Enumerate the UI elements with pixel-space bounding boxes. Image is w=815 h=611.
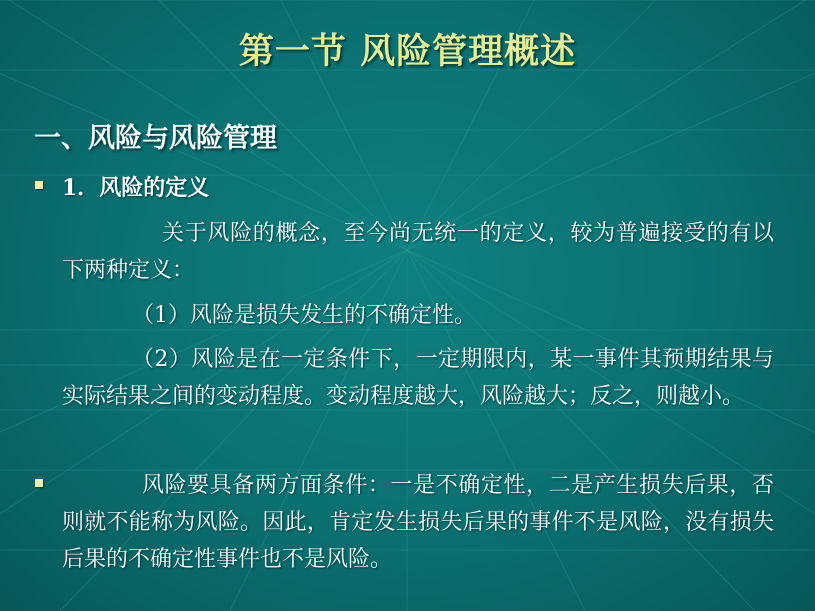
definition-1-text: （1）风险是损失发生的不确定性。 bbox=[132, 303, 476, 328]
slide-title: 第一节 风险管理概述 bbox=[238, 31, 577, 72]
section-heading: 一、风险与风险管理 bbox=[34, 123, 277, 154]
definition-2 bbox=[62, 341, 774, 415]
bullet-icon bbox=[35, 479, 43, 487]
definition-2-text: （2）风险是在一定条件下，一定期限内，某一事件其预期结果与实际结果之间的变动程度。变动程度越大，风险越大；反之，则越小。 bbox=[62, 347, 774, 409]
definition-1 bbox=[62, 297, 774, 334]
conditions-text: 风险要具备两方面条件：一是不确定性，二是产生损失后果，否则就不能称为风险。因此，肯定发生损失后果的事件不是风险，没有损失后果的不确定性事件也不是风险。 bbox=[62, 473, 774, 572]
intro-paragraph bbox=[62, 215, 774, 289]
conditions-paragraph bbox=[62, 467, 774, 578]
bullet-icon bbox=[35, 181, 43, 189]
subheading: 1．风险的定义 bbox=[62, 175, 210, 201]
intro-text: 关于风险的概念，至今尚无统一的定义，较为普遍接受的有以下两种定义： bbox=[62, 221, 774, 283]
